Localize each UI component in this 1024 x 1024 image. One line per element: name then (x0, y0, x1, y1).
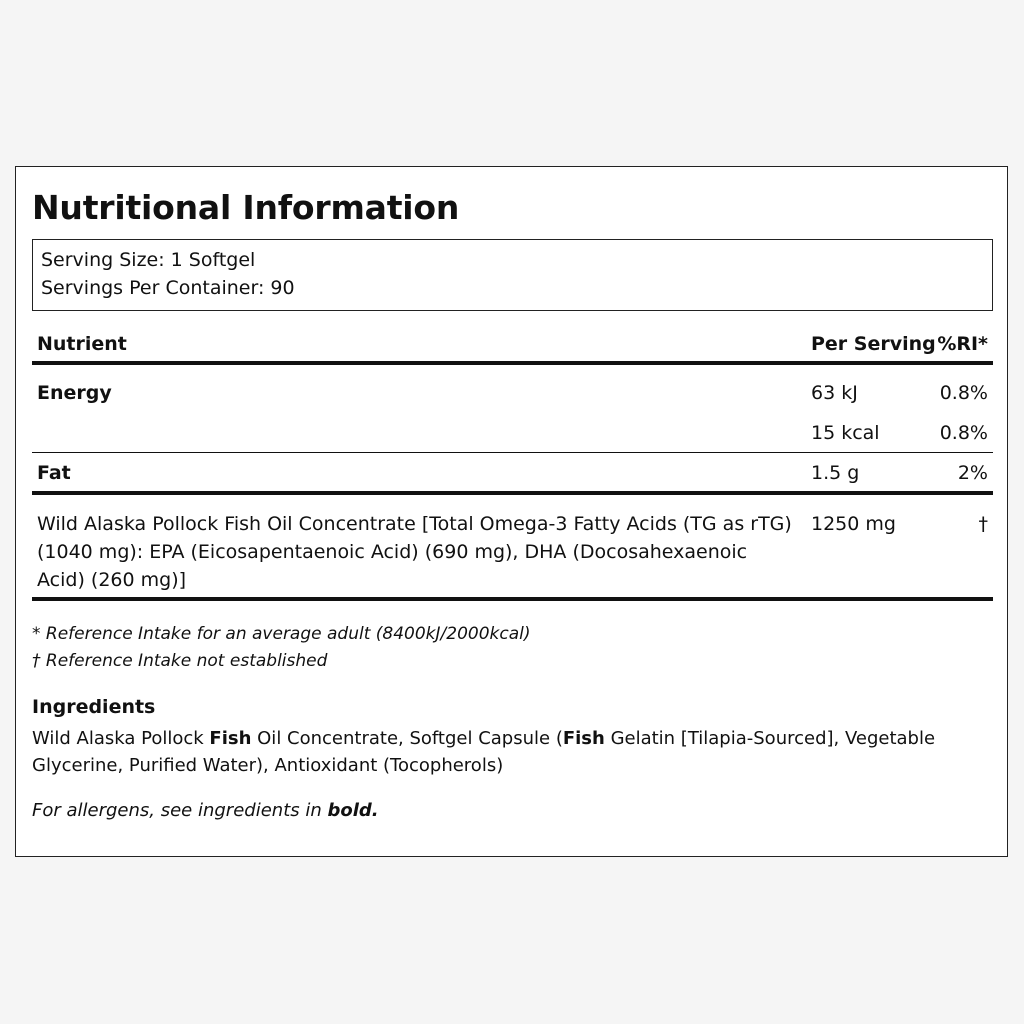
serving-info-box (32, 239, 993, 311)
fat-ri: 2% (957, 462, 988, 484)
allergen-note-emphasis: bold. (327, 800, 379, 821)
energy-kcal-ri: 0.8% (939, 422, 988, 444)
header-nutrient: Nutrient (37, 333, 127, 355)
table-row-fish-oil (32, 495, 993, 601)
energy-kj: 63 kJ (811, 382, 858, 404)
fish-oil-amount: 1250 mg (811, 513, 896, 535)
footnotes (32, 621, 531, 675)
allergen-note-text: For allergens, see ingredients in (32, 800, 328, 821)
fish-oil-ri: † (978, 513, 988, 535)
footnote-reference-intake: * Reference Intake for an average adult (8400kJ/2000kcal) (32, 624, 531, 644)
label-title: Nutritional Information (32, 188, 460, 227)
allergen-fish: Fish (562, 728, 605, 749)
nutrition-label (15, 166, 1008, 857)
ingredients-text-part: Wild Alaska Pollock (32, 728, 210, 749)
footnote-not-established: † Reference Intake not established (32, 651, 328, 671)
allergen-note (32, 797, 379, 825)
energy-kj-ri: 0.8% (939, 382, 988, 404)
table-row-energy (32, 365, 993, 453)
ingredients-text-part: Oil Concentrate, Softgel Capsule ( (251, 728, 563, 749)
ingredients-heading: Ingredients (32, 696, 156, 718)
fat-label: Fat (37, 462, 71, 484)
table-row-fat (32, 453, 993, 495)
ingredients-list (32, 725, 998, 779)
fat-amount: 1.5 g (811, 462, 860, 484)
energy-kcal: 15 kcal (811, 422, 880, 444)
allergen-fish: Fish (209, 728, 252, 749)
header-ri: %RI* (937, 333, 988, 355)
header-per-serving: Per Serving (811, 333, 936, 355)
fish-oil-label: Wild Alaska Pollock Fish Oil Concentrate [Total Omega-3 Fatty Acids (TG as rTG) (1040 mg): EPA (Eicosapentaenoic Acid) (690 mg), DHA (Docosahexaenoic Acid) (260 mg)] (37, 513, 792, 591)
ingredients-text-part: Gelatin [Tilapia-Sourced], Vegetable Glycerine, Purified Water), Antioxidant (Tocopherols) (32, 728, 936, 776)
nutrient-table (32, 327, 993, 601)
nutrient-table-header (32, 327, 993, 365)
energy-label: Energy (37, 382, 112, 404)
servings-per-container: Servings Per Container: 90 (41, 277, 295, 299)
serving-size: Serving Size: 1 Softgel (41, 249, 256, 271)
